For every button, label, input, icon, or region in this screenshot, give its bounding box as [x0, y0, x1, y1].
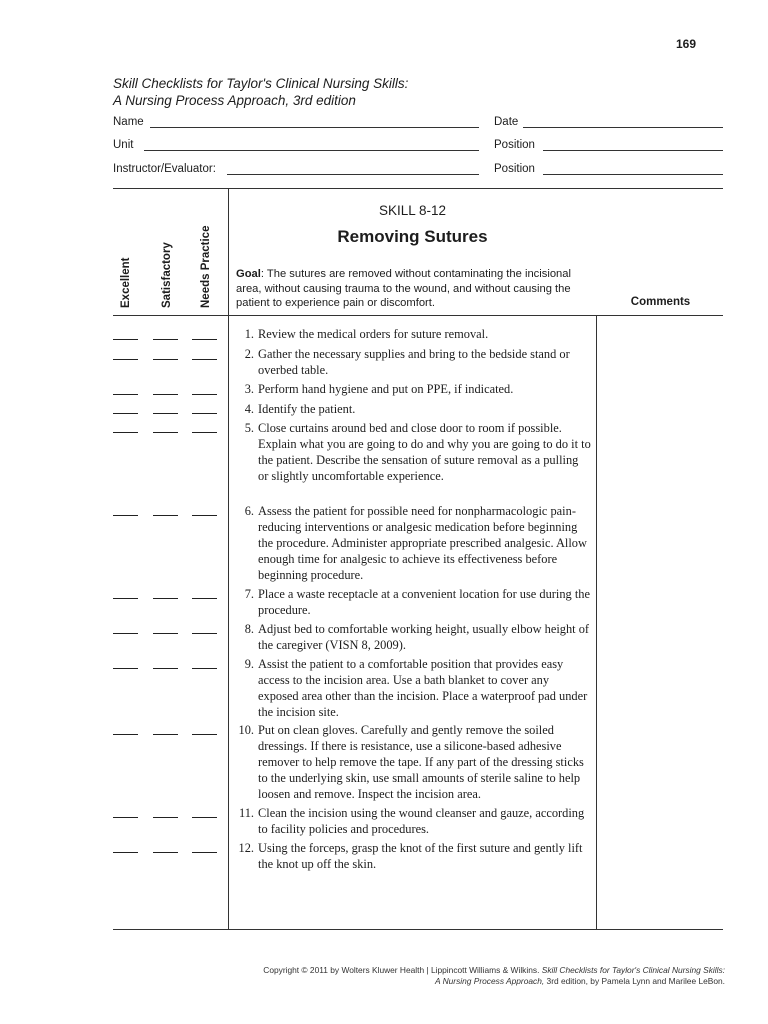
book-title [113, 75, 408, 109]
needs-practice-blank[interactable] [192, 668, 217, 669]
instructor-label: Instructor/Evaluator: [113, 163, 216, 175]
position-2-label: Position [494, 163, 535, 175]
excellent-blank[interactable] [113, 515, 138, 516]
needs-practice-blank[interactable] [192, 633, 217, 634]
needs-practice-blank[interactable] [192, 394, 217, 395]
excellent-blank[interactable] [113, 817, 138, 818]
excellent-blank[interactable] [113, 734, 138, 735]
step-item: 3. Perform hand hygiene and put on PPE, if indicated. [244, 382, 514, 396]
satisfactory-blank[interactable] [153, 515, 178, 516]
satisfactory-blank[interactable] [153, 394, 178, 395]
name-field[interactable] [150, 127, 479, 128]
needs-practice-blank[interactable] [192, 515, 217, 516]
step-item: 9. Assist the patient to a comfortable position that provides easy access to the incision area. Use a bath blanket to cover any exposed area other than the incision. Place a waterproof pad under the incision site. [244, 657, 588, 719]
needs-practice-blank[interactable] [192, 734, 217, 735]
page-number: 169 [676, 37, 697, 51]
goal-statement [236, 267, 586, 311]
comments-header: Comments [630, 296, 691, 308]
satisfactory-blank[interactable] [153, 413, 178, 414]
skill-number: SKILL 8-12 [378, 203, 447, 218]
table-header-rule [113, 315, 723, 316]
table-top-rule [113, 188, 723, 189]
needs-practice-blank[interactable] [192, 852, 217, 853]
book-title-line-2: A Nursing Process Approach, 3rd edition [113, 93, 356, 108]
step-item: 4. Identify the patient. [244, 402, 356, 416]
satisfactory-blank[interactable] [153, 852, 178, 853]
step-item: 8. Adjust bed to comfortable working height, usually elbow height of the caregiver (VISN 8, 2009). [244, 622, 590, 652]
satisfactory-blank[interactable] [153, 598, 178, 599]
excellent-blank[interactable] [113, 339, 138, 340]
needs-practice-blank[interactable] [192, 817, 217, 818]
needs-practice-blank[interactable] [192, 598, 217, 599]
skill-title: Removing Sutures [337, 227, 488, 246]
excellent-header: Excellent [120, 257, 132, 308]
position-2-field[interactable] [543, 174, 723, 175]
step-item: 2. Gather the necessary supplies and bring to the bedside stand or overbed table. [244, 347, 570, 377]
position-field[interactable] [543, 150, 723, 151]
unit-field[interactable] [144, 150, 479, 151]
excellent-blank[interactable] [113, 668, 138, 669]
footer-line-1: Copyright © 2011 by Wolters Kluwer Health | Lippincott Williams & Wilkins. Skill Checklists for Taylor's Clinical Nursing Skills: [263, 965, 725, 975]
step-item: 1. Review the medical orders for suture removal. [244, 327, 489, 341]
satisfactory-blank[interactable] [153, 359, 178, 360]
satisfactory-blank[interactable] [153, 817, 178, 818]
satisfactory-blank[interactable] [153, 734, 178, 735]
excellent-blank[interactable] [113, 394, 138, 395]
needs-practice-blank[interactable] [192, 339, 217, 340]
goal-text: : The sutures are removed without contaminating the incisional area, without causing trauma to the wound, and without causing the patient to experience pain or discomfort. [236, 268, 571, 309]
footer-line-2: A Nursing Process Approach, 3rd edition, by Pamela Lynn and Marilee LeBon. [434, 976, 725, 986]
needs-practice-blank[interactable] [192, 413, 217, 414]
step-item: 7. Place a waste receptacle at a convenient location for use during the procedure. [244, 587, 590, 617]
needs-practice-blank[interactable] [192, 432, 217, 433]
step-item: 12. Using the forceps, grasp the knot of the first suture and gently lift the knot up off the skin. [238, 841, 583, 871]
name-label: Name [113, 116, 144, 128]
excellent-blank[interactable] [113, 359, 138, 360]
needs-practice-blank[interactable] [192, 359, 217, 360]
excellent-blank[interactable] [113, 633, 138, 634]
excellent-blank[interactable] [113, 432, 138, 433]
step-item: 5. Close curtains around bed and close door to room if possible. Explain what you are going to do and why you are going to do it to the patient. Describe the sensation of suture removal as a pulling or slightly uncomfortable experience. [244, 421, 591, 483]
excellent-blank[interactable] [113, 413, 138, 414]
step-item: 6. Assess the patient for possible need for nonpharmacologic pain-reducing interventions or analgesic medication before beginning the procedure. Administer appropriate prescribed analgesic. Allow enough time for analgesic to achieve its effectiveness before beginning procedure. [244, 504, 587, 582]
satisfactory-blank[interactable] [153, 668, 178, 669]
book-title-line-1: Skill Checklists for Taylor's Clinical Nursing Skills: [113, 76, 409, 91]
satisfactory-blank[interactable] [153, 432, 178, 433]
instructor-field[interactable] [227, 174, 479, 175]
needs-practice-header: Needs Practice [200, 225, 212, 308]
table-bottom-rule [113, 929, 723, 930]
date-label: Date [494, 116, 519, 128]
copyright-footer [230, 965, 725, 987]
step-item: 11. Clean the incision using the wound cleanser and gauze, according to facility policies and procedures. [238, 806, 585, 836]
satisfactory-header: Satisfactory [161, 242, 173, 308]
table-divider-comments [596, 315, 597, 929]
satisfactory-blank[interactable] [153, 339, 178, 340]
goal-label: Goal [236, 268, 261, 280]
excellent-blank[interactable] [113, 852, 138, 853]
satisfactory-blank[interactable] [153, 633, 178, 634]
unit-label: Unit [113, 139, 134, 151]
excellent-blank[interactable] [113, 598, 138, 599]
date-field[interactable] [523, 127, 723, 128]
step-item: 10. Put on clean gloves. Carefully and gently remove the soiled dressings. If there is resistance, use a silicone-based adhesive remover to help remove the tape. If any part of the dressing sticks to the underlying skin, use small amounts of sterile saline to help loosen and remove. Inspect the incision area. [238, 723, 584, 801]
position-label: Position [494, 139, 535, 151]
